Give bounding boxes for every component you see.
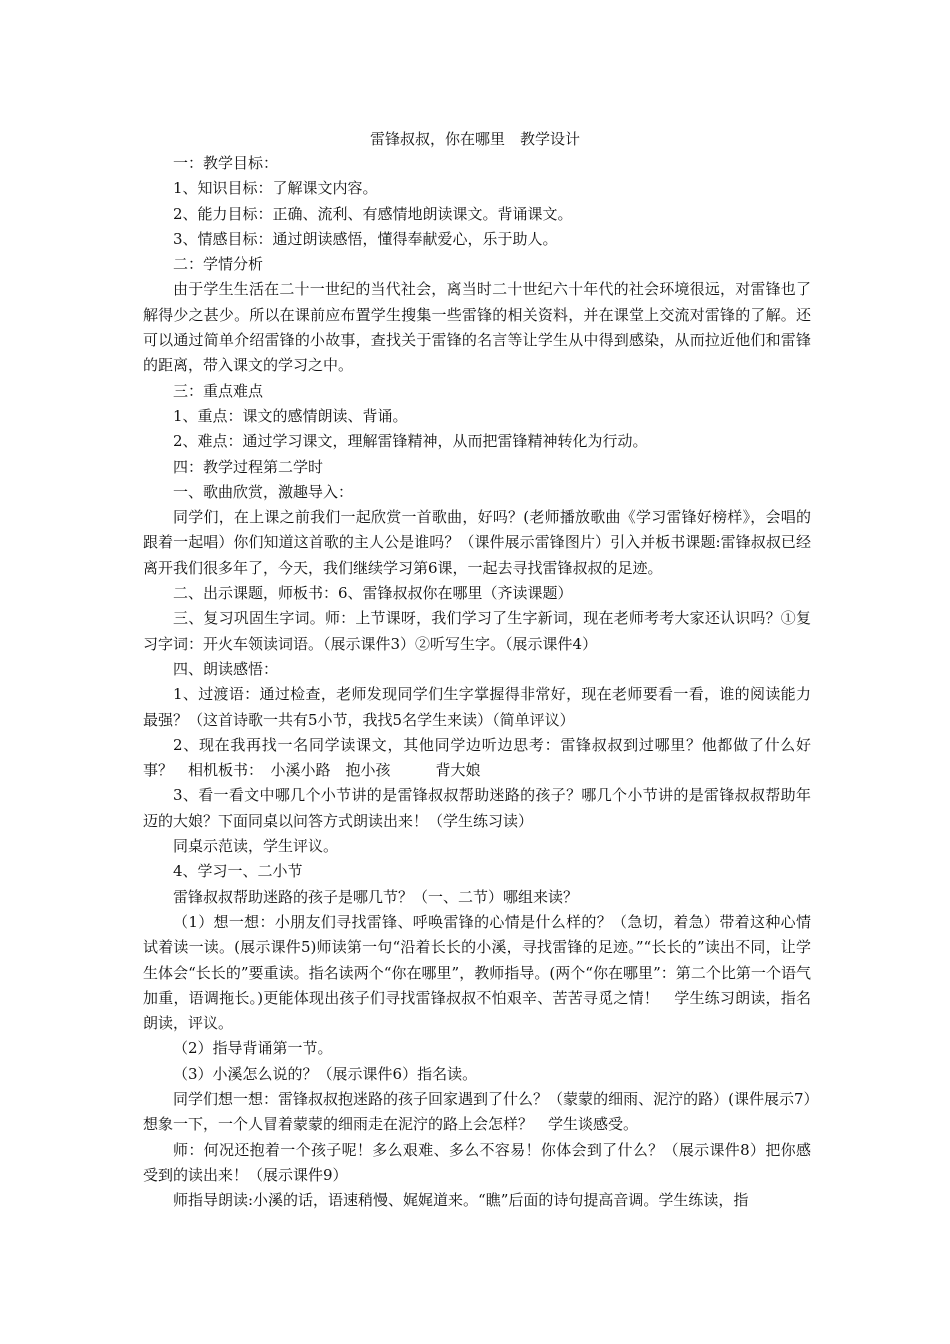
paragraph-which-sections: 3、看一看文中哪几个小节讲的是雷锋叔叔帮助迷路的孩子？哪几个小节讲的是雷锋叔叔帮助年迈的大娘？下面同桌以问答方式朗读出来！（学生练习读） <box>143 786 811 830</box>
paragraph-transition: 1、过渡语：通过检查，老师发现同学们生字掌握得非常好，现在老师要看一看，谁的阅读能力最强？（这首诗歌一共有5小节，我找5名学生来读）（简单评议） <box>143 685 811 729</box>
paragraph-imagine: 同学们想一想：雷锋叔叔抱迷路的孩子回家遇到了什么？（蒙蒙的细雨、泥泞的路）(课件展示7）想象一下，一个人冒着蒙蒙的细雨走在泥泞的路上会怎样？ 学生谈感受。 <box>143 1089 811 1134</box>
paragraph-guided-reading: 师指导朗读:小溪的话，语速稍慢、娓娓道来。“瞧”后面的诗句提高音调。学生练读，指 <box>173 1191 749 1210</box>
heading-teaching-goals: 一：教学目标： <box>173 154 279 172</box>
document-body <box>143 151 811 1213</box>
paragraph-student-analysis: 由于学生生活在二十一世纪的当代社会，离当时二十世纪六十年代的社会环境很远，对雷锋也了解得少之甚少。所以在课前应布置学生搜集一些雷锋的相关资料，并在课堂上交流对雷锋的了解。还可以通过简单介绍雷锋的小故事，查找关于雷锋的名言等让学生从中得到感染，从而拉近他们和雷锋的距离，带入课文的学习之中。 <box>143 280 811 375</box>
key-point: 1、重点：课文的感情朗读、背诵。 <box>173 406 408 425</box>
paragraph-song-intro: 同学们，在上课之前我们一起欣赏一首歌曲，好吗？(老师播放歌曲《学习雷锋好榜样》，会唱的跟着一起唱）你们知道这首歌的主人公是谁吗？（课件展示雷锋图片）引入并板书课题:雷锋叔叔已经离开我们很多年了，今天，我们继续学习第6课，一起去寻找雷锋叔叔的足迹。 <box>143 508 811 577</box>
heading-reading: 四、朗读感悟： <box>173 659 279 678</box>
goal-ability: 2、能力目标：正确、流利、有感情地朗读课文。背诵课文。 <box>173 204 573 223</box>
goal-emotion: 3、情感目标：通过朗读感悟，懂得奉献爱心，乐于助人。 <box>173 229 558 248</box>
paragraph-teacher-feel: 师：何况还抱着一个孩子呢！多么艰难、多么不容易！你体会到了什么？（展示课件8）把你感受到的读出来！（展示课件9） <box>143 1140 811 1184</box>
paragraph-read-again: 2、现在我再找一名同学读课文，其他同学边听边思考：雷锋叔叔到过哪里？他都做了什么好事？ 相机板书： 小溪小路 抱小孩 背大娘 <box>143 735 811 780</box>
document-title: 雷锋叔叔，你在哪里 教学设计 <box>369 130 580 148</box>
paragraph-stream-says: （3）小溪怎么说的？（展示课件6）指名读。 <box>173 1064 478 1083</box>
heading-song-intro: 一、歌曲欣赏，激趣导入： <box>173 482 354 501</box>
paragraph-recite: （2）指导背诵第一节。 <box>173 1039 333 1058</box>
heading-student-analysis: 二：学情分析 <box>173 255 264 274</box>
paragraph-review-words: 三、复习巩固生字词。师：上节课呀，我们学习了生字新词，现在老师考考大家还认识吗？①复习字词：开火车领读词语。（展示课件3）②听写生字。（展示课件4） <box>143 609 811 653</box>
heading-key-points: 三：重点难点 <box>173 381 264 400</box>
heading-teaching-process: 四：教学过程第二学时 <box>173 457 324 476</box>
paragraph-demo-read: 同桌示范读，学生评议。 <box>173 837 339 856</box>
heading-sections-1-2: 4、学习一、二小节 <box>173 862 303 881</box>
paragraph-which-section-child: 雷锋叔叔帮助迷路的孩子是哪几节？（一、二节）哪组来读？ <box>173 887 579 906</box>
goal-knowledge: 1、知识目标：了解课文内容。 <box>173 179 378 198</box>
paragraph-think: （1）想一想：小朋友们寻找雷锋、呼唤雷锋的心情是什么样的？（急切，着急）带着这种心情试着读一读。(展示课件5)师读第一句“沿着长长的小溪，寻找雷锋的足迹。”“长长的”读出不同，让学生体会“长长的”要重读。指名读两个“你在哪里”，教师指导。(两个“你在哪里”：第二个比第一个语气加重，语调拖长。)更能体现出孩子们寻找雷锋叔叔不怕艰辛、苦苦寻觅之情！ 学生练习朗读，指名朗读，评议。 <box>143 912 811 1033</box>
difficult-point: 2、难点：通过学习课文，理解雷锋精神，从而把雷锋精神转化为行动。 <box>173 432 648 451</box>
paragraph-show-title: 二、出示课题，师板书：6、雷锋叔叔你在哪里（齐读课题） <box>173 584 573 603</box>
